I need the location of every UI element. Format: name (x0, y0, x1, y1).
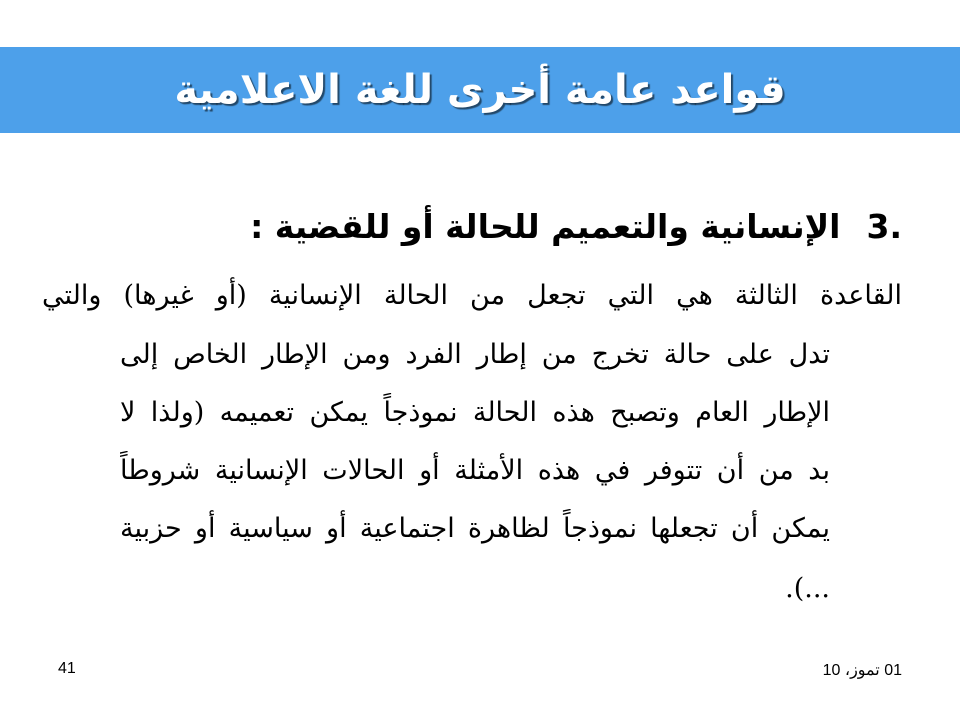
footer-date: 01 تموز، 10 (822, 662, 902, 679)
title-bar (0, 47, 960, 133)
heading-text: الإنسانية والتعميم للحالة أو للقضية : (250, 206, 841, 246)
body-line: يمكن أن تجعلها نموذجاً لظاهرة اجتماعية أو سياسية أو حزبية (120, 513, 830, 544)
body-line: ...). (785, 573, 830, 604)
body-line: الإطار العام وتصبح هذه الحالة نموذجاً يمكن تعميمه (ولذا لا (120, 397, 830, 428)
body-line: تدل على حالة تخرج من إطار الفرد ومن الإطار الخاص إلى (120, 339, 830, 370)
body-line: بد من أن تتوفر في هذه الأمثلة أو الحالات الإنسانية شروطاً (120, 455, 830, 486)
heading-number: 3. (866, 206, 902, 246)
page-number: 41 (58, 660, 76, 677)
slide-title: قواعد عامة أخرى للغة الاعلامية (174, 67, 786, 113)
body-line: القاعدة الثالثة هي التي تجعل من الحالة الإنسانية (أو غيرها) والتي (42, 280, 902, 311)
section-heading (202, 196, 902, 256)
